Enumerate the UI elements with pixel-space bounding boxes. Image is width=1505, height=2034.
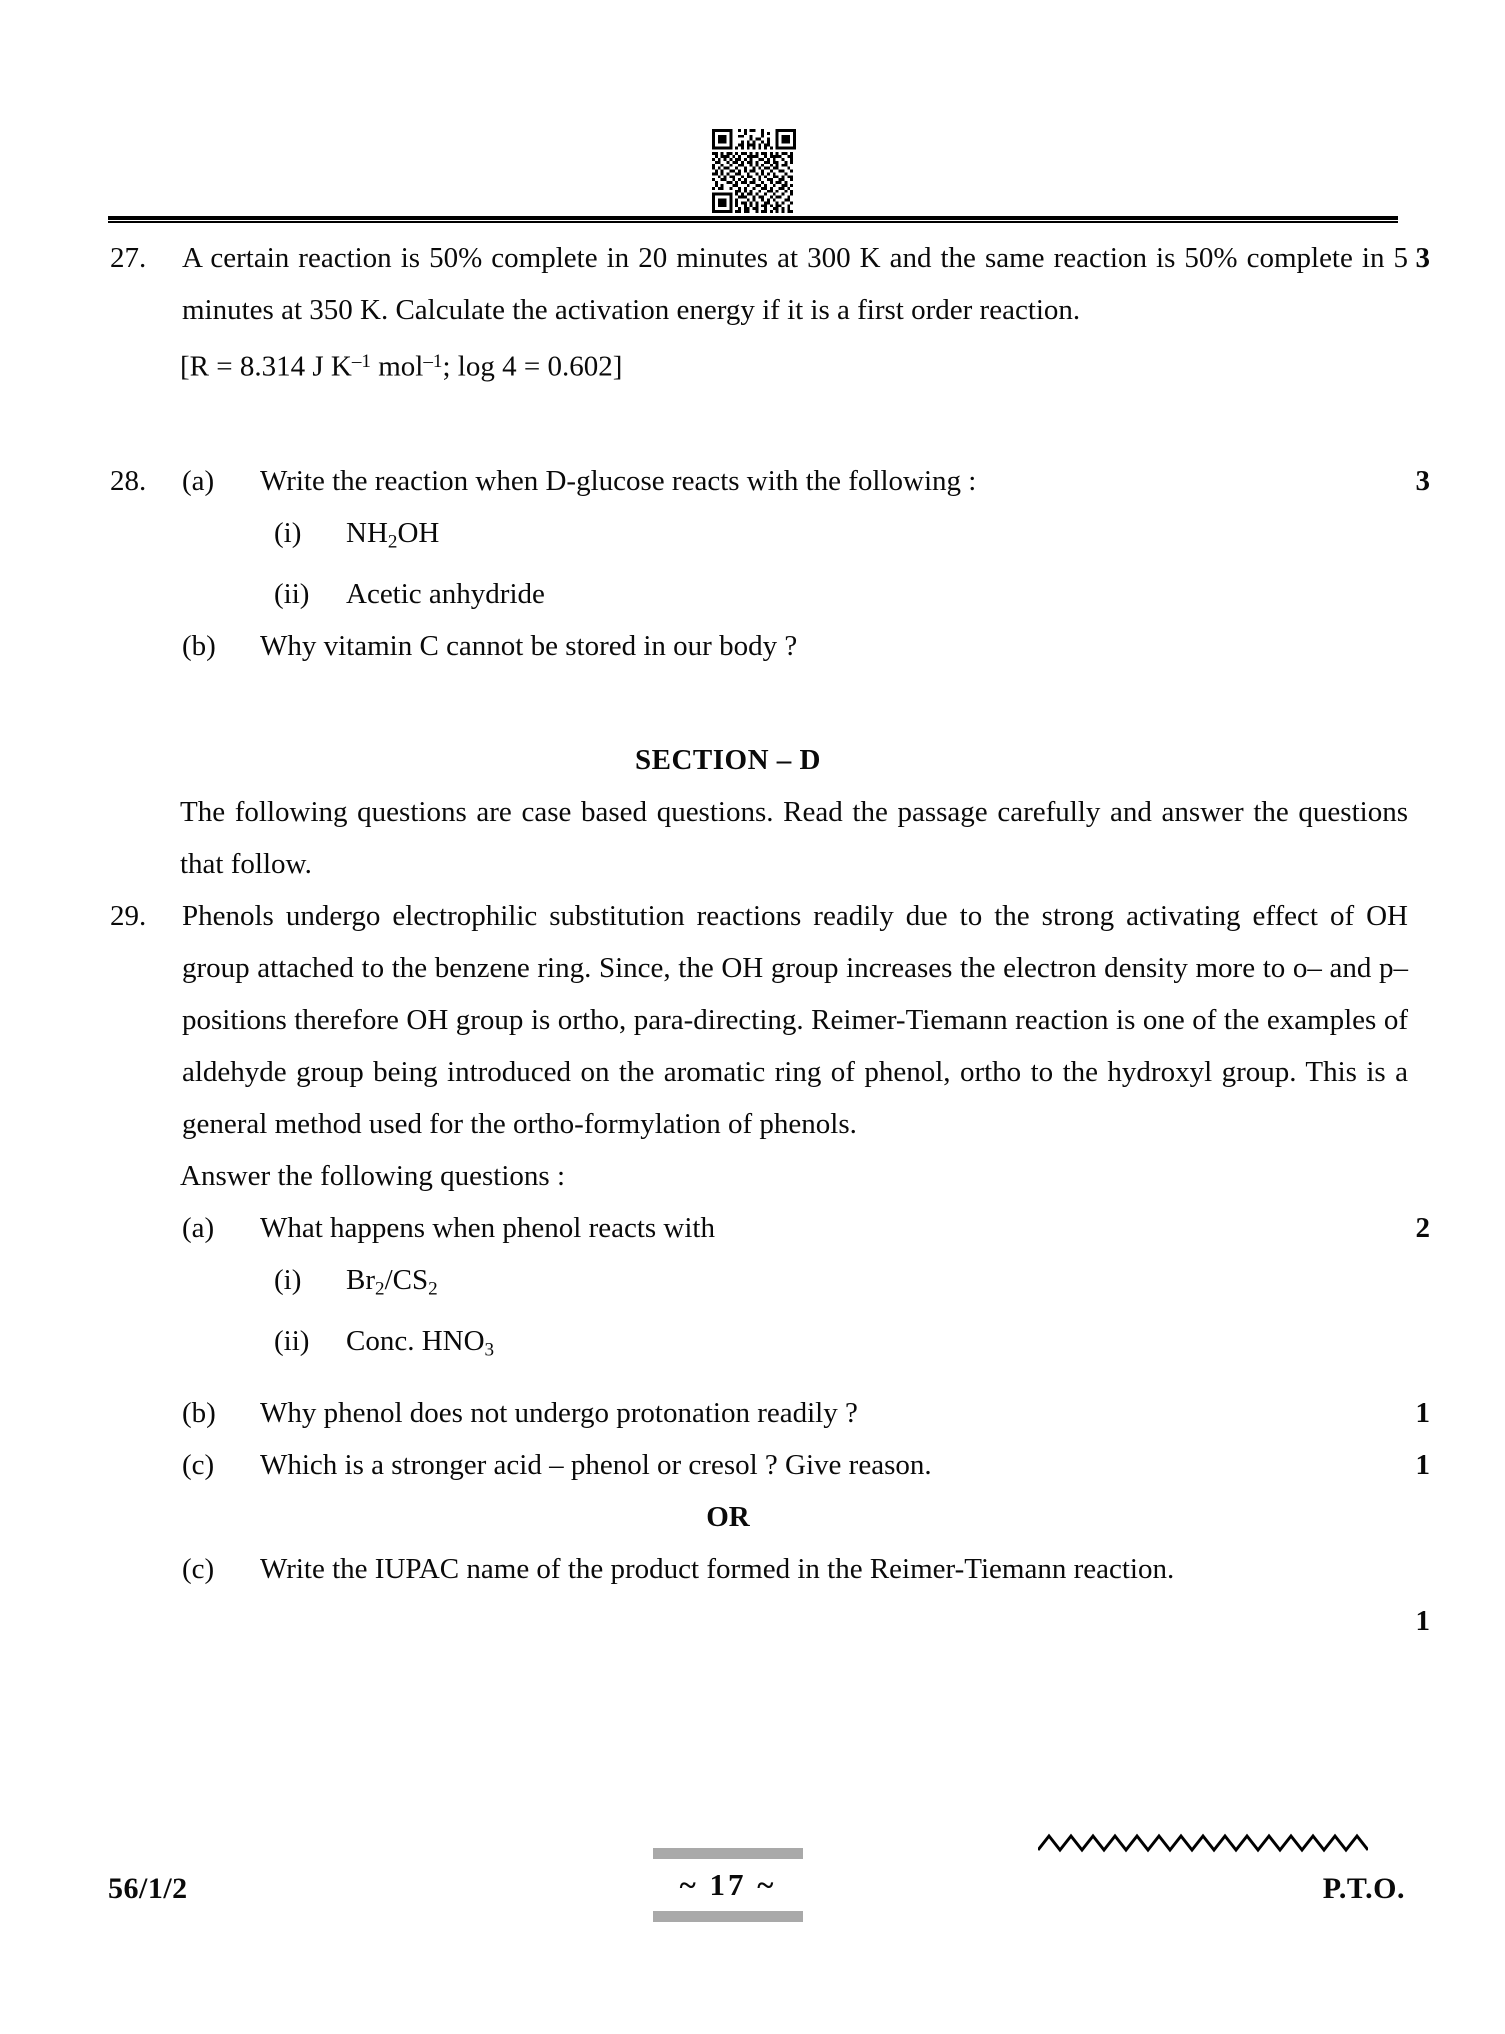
spacer bbox=[108, 672, 1408, 734]
question-27-number: 27. bbox=[110, 242, 147, 274]
formula-hno3-pre: Conc. HNO bbox=[346, 1325, 485, 1358]
question-29-part-b-marks: 1 bbox=[1415, 1396, 1430, 1429]
question-28-part-b-text: Why vitamin C cannot be stored in our body ? bbox=[260, 629, 798, 662]
wavy-line-icon bbox=[1038, 1830, 1368, 1856]
paper-code: 56/1/2 bbox=[108, 1872, 188, 1905]
question-29-part-c-alt-label: (c) bbox=[182, 1552, 215, 1585]
question-29-item-ii-label: (ii) bbox=[274, 1325, 310, 1358]
page-badge-bar-bottom bbox=[653, 1911, 803, 1922]
section-d-intro: The following questions are case based questions. Read the passage carefully and answer the questions that follow. bbox=[180, 795, 1408, 880]
constant-prefix: [R = 8.314 J K bbox=[180, 350, 352, 383]
question-28-item-i-label: (i) bbox=[274, 516, 302, 549]
question-29-part-c-marks: 1 bbox=[1415, 1448, 1430, 1481]
question-29-part-c-alt-marks: 1 bbox=[1415, 1604, 1430, 1637]
question-28-part-b-label: (b) bbox=[182, 629, 216, 662]
question-29-part-a-text: What happens when phenol reacts with bbox=[260, 1211, 715, 1244]
question-28-part-a-marks: 3 bbox=[1415, 464, 1430, 497]
page-number: ~ 17 ~ bbox=[679, 1867, 777, 1902]
question-29-item-ii-text bbox=[346, 1315, 1408, 1376]
question-29-number: 29. bbox=[110, 899, 147, 932]
formula-br2cs2-sub-1: 2 bbox=[375, 1278, 385, 1300]
question-28-item-ii-text: Acetic anhydride bbox=[346, 577, 545, 610]
question-27-constants bbox=[180, 336, 1408, 393]
question-28-part-a-text: Write the reaction when D-glucose reacts with the following : bbox=[260, 464, 977, 497]
question-29-part-b-text: Why phenol does not undergo protonation readily ? bbox=[260, 1396, 858, 1429]
question-29-item-i bbox=[108, 1254, 1408, 1315]
question-29-part-a-marks: 2 bbox=[1415, 1211, 1430, 1244]
question-29-part-c-alt-text: Write the IUPAC name of the product formed in the Reimer-Tiemann reaction. bbox=[260, 1552, 1175, 1585]
constant-sup-2: –1 bbox=[423, 351, 443, 372]
question-29-item-i-label: (i) bbox=[274, 1263, 302, 1296]
question-29-answer-prompt: Answer the following questions : bbox=[180, 1159, 566, 1192]
spacer bbox=[108, 1377, 1408, 1387]
pto-label: P.T.O. bbox=[1322, 1872, 1405, 1905]
page-number-badge bbox=[648, 1848, 808, 1922]
question-29-part-c bbox=[108, 1439, 1430, 1491]
question-28-part-b bbox=[108, 620, 1408, 672]
formula-nh2oh-pre: NH bbox=[346, 516, 388, 549]
question-27-marks: 3 bbox=[1415, 242, 1430, 274]
question-28-item-ii bbox=[108, 568, 1408, 620]
formula-br2cs2-sub-2: 2 bbox=[428, 1278, 438, 1300]
question-29-item-i-text bbox=[346, 1254, 1408, 1315]
formula-br2cs2-mid: /CS bbox=[384, 1263, 429, 1296]
question-29-item-ii bbox=[108, 1315, 1408, 1376]
page-badge-bar-top bbox=[653, 1848, 803, 1859]
formula-br2cs2-pre: Br bbox=[346, 1263, 375, 1296]
formula-nh2oh-post: OH bbox=[397, 516, 440, 549]
header-divider bbox=[108, 216, 1398, 223]
question-list bbox=[108, 232, 1430, 1637]
section-d-heading: SECTION – D bbox=[635, 743, 821, 776]
question-28-item-i-text bbox=[346, 507, 1408, 568]
question-29-part-b bbox=[108, 1387, 1430, 1439]
spacer bbox=[108, 393, 1408, 455]
question-29-part-b-label: (b) bbox=[182, 1396, 216, 1429]
or-heading: OR bbox=[706, 1500, 750, 1533]
question-29-part-c-label: (c) bbox=[182, 1448, 215, 1481]
formula-nh2oh-sub: 2 bbox=[387, 530, 398, 552]
formula-hno3-sub: 3 bbox=[484, 1339, 495, 1361]
question-27-text: A certain reaction is 50% complete in 20 minutes at 300 K and the same reaction is 50% complete in 5 minutes at 350 K. Calculate the activation energy if it is a first order reaction. bbox=[182, 242, 1408, 326]
question-27 bbox=[108, 232, 1430, 336]
question-28-item-i bbox=[108, 507, 1408, 568]
question-29-part-c-text: Which is a stronger acid – phenol or cresol ? Give reason. bbox=[260, 1448, 932, 1481]
question-29-passage-row bbox=[108, 890, 1408, 1150]
question-29-part-a bbox=[108, 1202, 1430, 1254]
question-28-part-a bbox=[108, 455, 1430, 507]
question-29-passage: Phenols undergo electrophilic substitution reactions readily due to the strong activating effect of OH group attached to the benzene ring. Since, the OH group increases the electron density more to o– and p– positions therefore OH group is ortho, para-directing. Reimer-Tiemann reaction is one of the examples of aldehyde group being introduced on the aromatic ring of phenol, ortho to the hydroxyl group. This is a general method used for the ortho-formylation of phenols. bbox=[182, 899, 1408, 1140]
constant-suffix: ; log 4 = 0.602] bbox=[442, 350, 623, 383]
question-28-part-a-label: (a) bbox=[182, 464, 215, 497]
question-29-part-a-label: (a) bbox=[182, 1211, 215, 1244]
question-28-number: 28. bbox=[110, 464, 147, 497]
question-28-item-ii-label: (ii) bbox=[274, 577, 310, 610]
constant-mid: mol bbox=[370, 350, 424, 383]
qr-code-icon bbox=[712, 126, 796, 216]
question-29-part-c-alt bbox=[108, 1543, 1430, 1637]
constant-sup-1: –1 bbox=[351, 351, 371, 372]
